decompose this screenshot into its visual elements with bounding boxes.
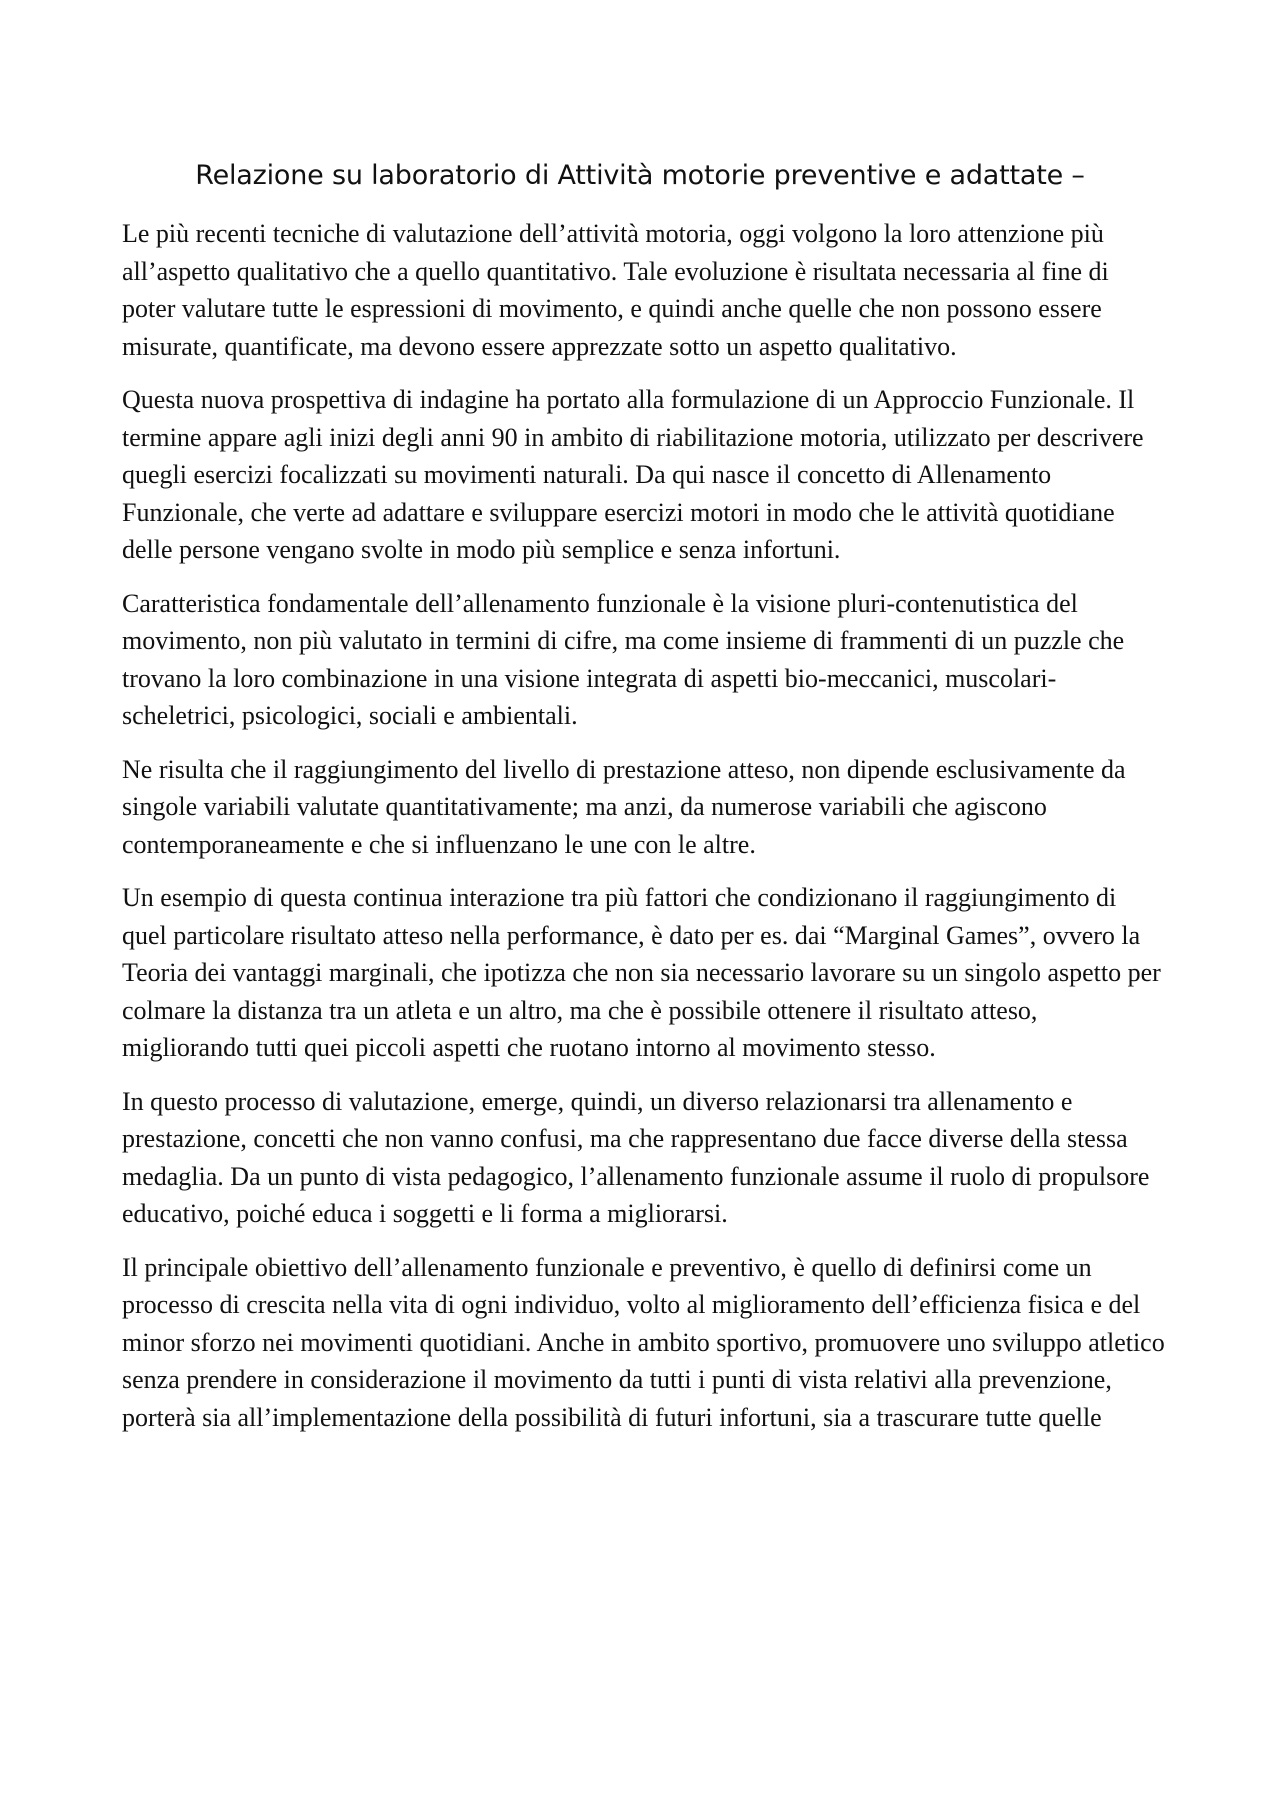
paragraph-2: Questa nuova prospettiva di indagine ha portato alla formulazione di un Approccio Funzionale. Il termine appare agli inizi degli anni 90 in ambito di riabilitazione motoria, utilizzato per descrivere quegli esercizi focalizzati su movimenti naturali. Da qui nasce il concetto di Allenamento Funzionale, che verte ad adattare e sviluppare esercizi motori in modo che le attività quotidiane delle persone vengano svolte in modo più semplice e senza infortuni. — [122, 385, 1144, 564]
paragraph-6: In questo processo di valutazione, emerge, quindi, un diverso relazionarsi tra allenamento e prestazione, concetti che non vanno confusi, ma che rappresentano due facce diverse della stessa medaglia. Da un punto di vista pedagogico, l’allenamento funzionale assume il ruolo di propulsore educativo, poiché educa i soggetti e li forma a migliorarsi. — [122, 1086, 1150, 1228]
paragraph-4: Ne risulta che il raggiungimento del livello di prestazione atteso, non dipende esclusivamente da singole variabili valutate quantitativamente; ma anzi, da numerose variabili che agiscono contemporaneamente e che si influenzano le une con le altre. — [122, 754, 1126, 859]
paragraph-7: Il principale obiettivo dell’allenamento funzionale e preventivo, è quello di definirsi come un processo di crescita nella vita di ogni individuo, volto al miglioramento dell’efficienza fisica e del minor sforzo nei movimenti quotidiani. Anche in ambito sportivo, promuovere uno sviluppo atletico senza prendere in considerazione il movimento da tutti i punti di vista relativi alla prevenzione, porterà sia all’implementazione della possibilità di futuri infortuni, sia a trascurare tutte quelle — [122, 1252, 1165, 1432]
paragraph-5: Un esempio di questa continua interazione tra più fattori che condizionano il raggiungimento di quel particolare risultato atteso nella performance, è dato per es. dai “Marginal Games”, ovvero la Teoria dei vantaggi marginali, che ipotizza che non sia necessario lavorare su un singolo aspetto per colmare la distanza tra un atleta e un altro, ma che è possibile ottenere il risultato atteso, migliorando tutti quei piccoli aspetti che ruotano intorno al movimento stesso. — [122, 883, 1161, 1062]
paragraph-3: Caratteristica fondamentale dell’allenamento funzionale è la visione pluri-contenutistica del movimento, non più valutato in termini di cifre, ma come insieme di frammenti di un puzzle che trovano la loro combinazione in una visione integrata di aspetti bio-meccanici, muscolari-scheletrici, psicologici, sociali e ambientali. — [122, 588, 1125, 730]
paragraph-1: Le più recenti tecniche di valutazione dell’attività motoria, oggi volgono la loro attenzione più all’aspetto qualitativo che a quello quantitativo. Tale evoluzione è risultata necessaria al fine di poter valutare tutte le espressioni di movimento, e quindi anche quelle che non possono essere misurate, quantificate, ma devono essere apprezzate sotto un aspetto qualitativo. — [122, 219, 1109, 361]
document-body — [122, 215, 1167, 1452]
document-title: Relazione su laboratorio di Attività motorie preventive e adattate – — [195, 160, 1085, 191]
